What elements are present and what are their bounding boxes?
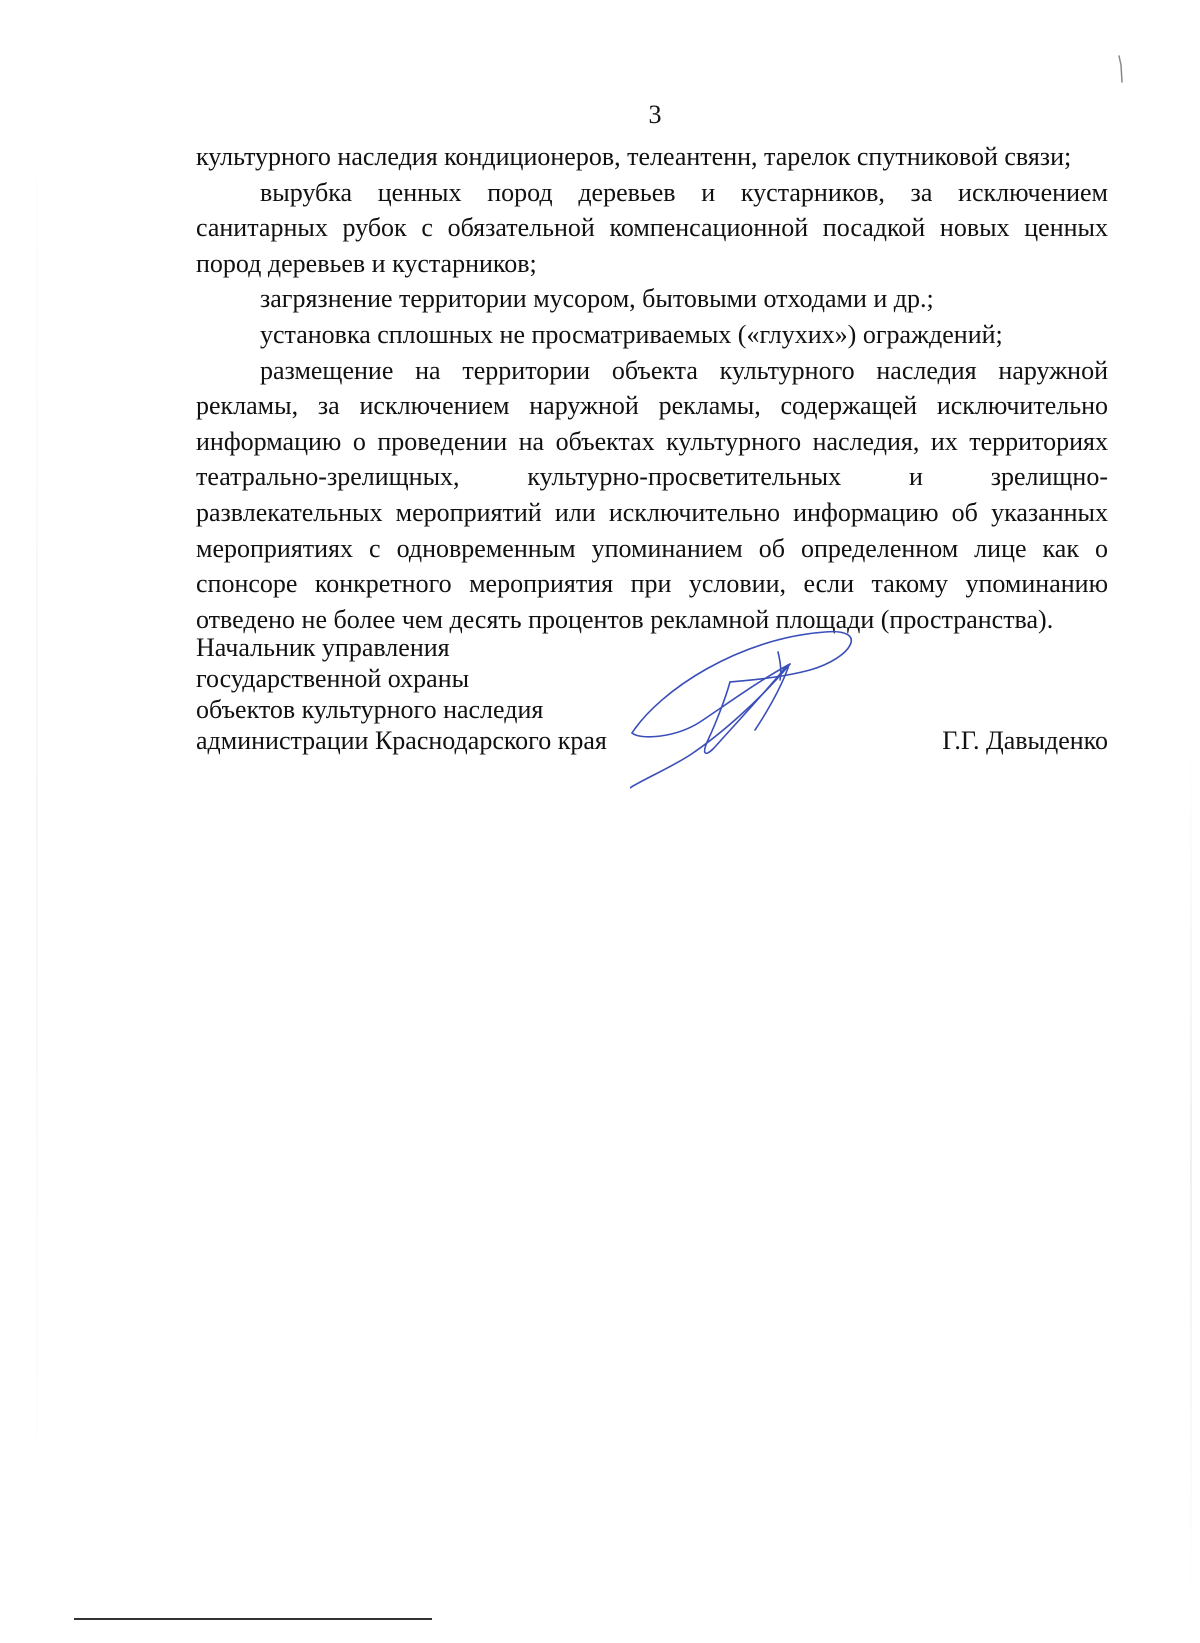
paragraph-pollution: загрязнение территории мусором, бытовыми отходами и др.; (260, 284, 934, 314)
signatory-name: Г.Г. Давыденко (942, 726, 1108, 755)
signatory-title (196, 632, 607, 756)
signatory-title-line: Начальник управления (196, 633, 450, 662)
signatory-title-line: администрации Краснодарского края (196, 726, 607, 755)
scan-edge-left (36, 60, 38, 1560)
footer-rule (74, 1618, 432, 1620)
document-body (196, 139, 1108, 637)
page-number: 3 (648, 100, 662, 129)
paragraph-tree-cutting: вырубка ценных пород деревьев и кустарников, за исключением санитарных рубок с обязательной компенсационной посадкой новых ценных пород деревьев и кустарников; (196, 177, 1108, 278)
signatory-title-line: объектов культурного наследия (196, 695, 544, 724)
paragraph-fences: установка сплошных не просматриваемых («глухих») ограждений; (260, 319, 1003, 349)
scan-mark (1118, 55, 1124, 83)
scan-edge-right (1190, 740, 1192, 1600)
handwritten-signature (630, 630, 900, 790)
paragraph-continuation: культурного наследия кондиционеров, телеантенн, тарелок спутниковой связи; (196, 142, 1072, 171)
signatory-title-line: государственной охраны (196, 664, 470, 693)
paragraph-advertising: размещение на территории объекта культурного наследия наружной рекламы, за исключением наружной рекламы, содержащей исключительно информацию о проведении на объектах культурного наследия, их территориях театрально-зрелищных, культурно-просветительных и зрелищно-развлекательных мероприятий или исключительно информацию об указанных мероприятиях с одновременным упоминанием об определенном лице как о спонсоре конкретного мероприятия при условии, если такому упоминанию отведено не более чем десять процентов рекламной площади (пространства). (196, 355, 1108, 634)
